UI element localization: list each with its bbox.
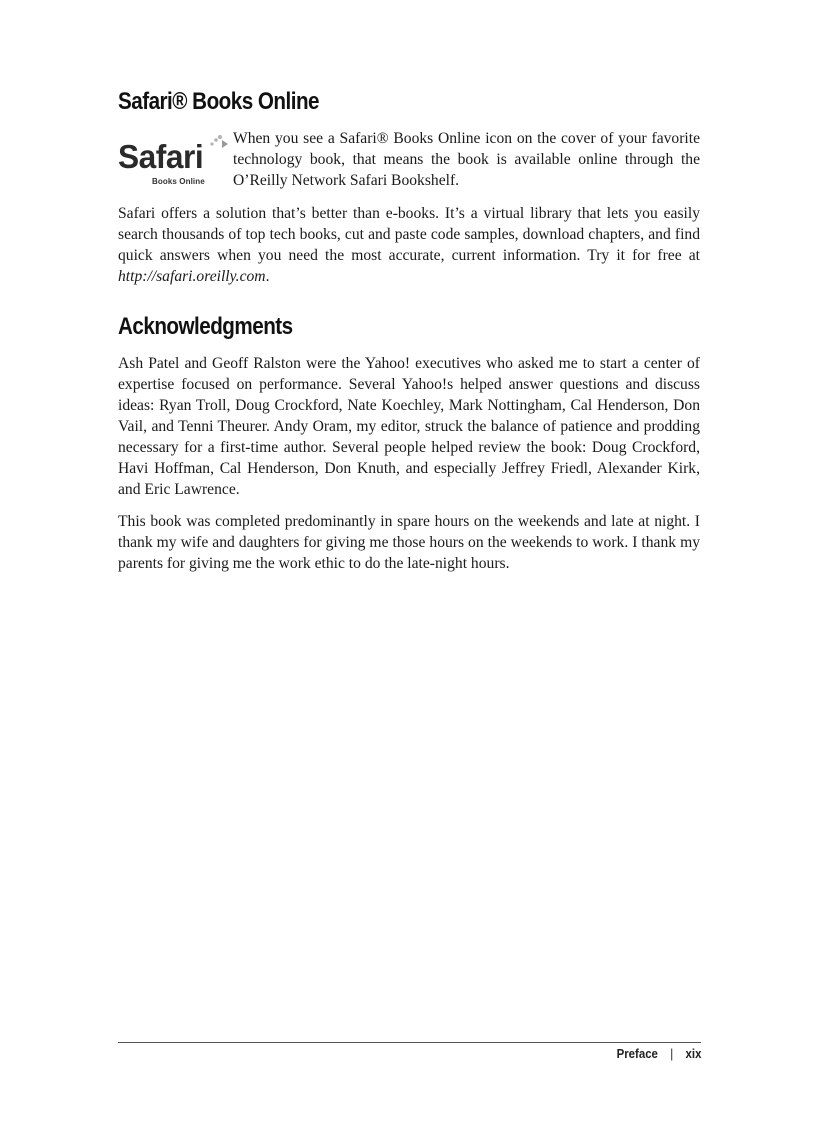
safari-books-online-logo — [118, 138, 228, 188]
safari-intro-paragraph: When you see a Safari® Books Online icon on the cover of your favorite technology book, that means the book is available online through the O’Reilly Network Safari Bookshelf. — [233, 130, 700, 189]
safari-heading: Safari® Books Online — [118, 88, 320, 115]
acknowledgments-paragraph-2: This book was completed predominantly in spare hours on the weekends and late at night. I thank my wife and daughters for giving me those hours on the weekends to work. I thank my parents for giving me the work ethic to do the late-night hours. — [118, 513, 700, 572]
acknowledgments-paragraph-1: Ash Patel and Geoff Ralston were the Yahoo! executives who asked me to start a center of expertise focused on performance. Several Yahoo!s helped answer questions and discuss ideas: Ryan Troll, Doug Crockford, Nate Koechley, Mark Nottingham, Cal Henderson, Don Vail, and Tenni Theurer. Andy Oram, my editor, struck the balance of patience and prodding necessary for a first-time author. Several people helped review the book: Doug Crockford, Havi Hoffman, Cal Henderson, Don Knuth, and especially Jeffrey Friedl, Alexander Kirk, and Eric Lawrence. — [118, 355, 700, 498]
footer-page-number: xix — [685, 1046, 701, 1061]
safari-dots-icon — [208, 134, 230, 152]
safari-body-text: Safari offers a solution that’s better than e-books. It’s a virtual library that lets you easily search thousands of top tech books, cut and paste code samples, download chapters, and find quick answers when you need the most accurate, current information. Try it for free at — [118, 205, 700, 264]
safari-url-link[interactable]: http://safari.oreilly.com — [118, 268, 266, 285]
acknowledgments-heading: Acknowledgments — [118, 313, 293, 340]
safari-body-end: . — [265, 268, 270, 285]
footer-section-name: Preface — [616, 1046, 658, 1061]
footer-rule — [118, 1042, 701, 1043]
safari-body-paragraph — [118, 203, 700, 287]
footer-separator: | — [669, 1046, 673, 1061]
page-footer — [616, 1046, 701, 1061]
safari-logo-wordmark: Safari — [118, 138, 204, 175]
safari-logo-subtitle: Books Online — [152, 177, 205, 186]
